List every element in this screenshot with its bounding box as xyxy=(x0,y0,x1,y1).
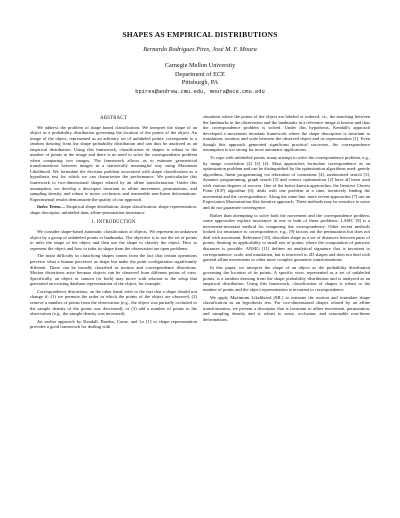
affiliation-department: Department of ECE xyxy=(174,70,225,78)
right-column xyxy=(203,114,370,325)
intro-paragraph: The main difficulty in classifying shapes comes from the fact that certain operations perceive what a human perceives as shape but make the point configuration significantly different. These can be broadly classified as motion and correspondence distortions. Motion distortions arise because objects can be observed from different points of view. Specifically, an object or camera (or both) may move with relation to the setup that generated an existing database representation of the object, for example. xyxy=(30,253,197,287)
affiliation-block xyxy=(0,62,400,96)
affiliation-city: Pittsburgh, PA xyxy=(181,79,219,87)
body-paragraph: In this paper, we interpret the shape of an object as the probability distribution governing the location of its points. A specific view, represented as a set of unlabeled points, is a random drawing from the shape probability distribution and is analyzed as an empirical distribution. Using this framework, classification of shapes is robust to the number of points and the object representation is invariant to correspondence. xyxy=(203,264,370,292)
index-terms-label: Index Terms— xyxy=(37,204,66,210)
body-paragraph: situations where the points of the object are labeled or ordered, i.e., the matching between the landmarks in the observation and the landmarks in a reference image is known and thus the correspondence problem is solved. Under this hypothesis, Kendall's approach developed a movement invariant framework where the shape description is invariant to translation, rotation, and scale between the observed object and its representation [1]. Even though this approach generated significant practical successes, the correspondence assumption is too strong for most automatic applications. xyxy=(203,114,370,153)
index-terms-text: Empirical shape distribution, shape classification, shape representation, shape descriptor, unlabeled data, affine-permutation invariance xyxy=(30,204,197,215)
index-terms xyxy=(30,204,197,215)
body-paragraph: We apply Maximum Likelihood (ML) to estimate the motion and formulate shape classification as an hypothesis test. For two-dimensional shapes related by an affine transformation, we present a descriptor that is invariant to affine movement, permutation, and sampling density and is robust to noise, occlusion, and reasonable non-linear deformations. xyxy=(203,294,370,322)
introduction-heading: 1. INTRODUCTION xyxy=(91,220,136,226)
body-paragraph: To cope with unlabeled points, many attempt to solve the correspondence problem, e.g., by image correlation [2] [3] [4]. Most approaches formulate correspondence as an optimization problem and can be distinguished by the optimization algorithms used: greedy algorithms, linear programming via relaxation of constraints [4], randomized search [3], dynamic programming, graph search [5] and convex optimization [2] have all been used with various degrees of success. One of the better known approaches, the Iterative Closest Point (ICP) algorithm [6], deals with one problem at a time, iteratively finding the movement and the correspondence. Along the same line, more recent approaches [7] use an Expectation Maximization-like iterative approach. These methods may be sensitive to noise and do not guarantee convergence. xyxy=(203,155,370,210)
author-emails: bpires@andrew.cmu.edu, moura@ece.cmu.edu xyxy=(135,88,265,95)
abstract-heading: ABSTRACT xyxy=(100,116,127,121)
intro-paragraph: An earlier approach by Kendall, Barden, Carne, and Le [1] to shape representation provides a good framework for dealing with xyxy=(30,318,197,330)
paper-title: SHAPES AS EMPIRICAL DISTRIBUTIONS xyxy=(122,30,278,39)
abstract-text: We address the problem of shape based classification. We interpret the shape of an object as a probability distribution governing the location of the points of the object. An image of the object, represented as an arbitrary set of unlabeled points, corresponds to a random drawing from the shape probability distribution and can thus be analyzed as an empirical distribution. Using this framework, classification of shapes is robust to the number of points in the image and there is no need to solve the correspondence problem when comparing two images. The framework allows us to estimate geometrical transformations between images in a statistically meaningful way using Maximum Likelihood. We formulate the decision problem associated with shape classification as a hypothesis test for which we can characterize the performance. We particularize this framework to two-dimensional shapes related by an affine transformation. Under this assumption, we develop a descriptor invariant to affine movement, permutations, and sampling density, and robust to noise, occlusion, and reasonable non-linear deformations. Experimental results demonstrate the quality of our approach. xyxy=(30,124,197,202)
intro-paragraph: Correspondence distortions, on the other hand, refer to the fact that a shape should not change if: (1) we permute the order in which the points of the object are observed, (2) remove a number of points from the observation (e.g., the object was partially occluded or the sample density of the points was decreased), or (3) add a number of points to the observation (e.g., the sample density was increased). xyxy=(30,288,197,317)
affiliation-university: Carnegie Mellon University xyxy=(164,62,236,69)
body-paragraph: Rather than attempting to solve both the movement and the correspondence problem, some approaches explore invariance in one or both of these problems. LASIC [8] is a movement-invariant method for computing the correspondence. Other recent methods looked for invariance to correspondence, e.g., [9] factors out the permutation but does not deal with movement. Reference [10], describes shape as a set of distances between pairs of points, limiting its applicability to small sets of points, where the computation of pairwise distances is possible. ANSIG [11] defines an analytical signature that is invariant to correspondence, scale, and translation, but is restricted to 2D shapes and does not deal with general affine movements or other more complex geometric transformations. xyxy=(203,212,370,263)
left-column xyxy=(30,116,197,332)
paper-authors: Bernardo Rodrigues Pires, José M. F. Moura xyxy=(143,46,257,53)
intro-paragraph: We consider shape-based automatic classification of objects. We represent an unknown object by a group of unlabeled points or landmarks. The objective is to use the set of points to infer the shape of the object and then use the shape to classify the object. How to represent the object and how to infer its shape from the observation are open problems. xyxy=(30,229,197,251)
